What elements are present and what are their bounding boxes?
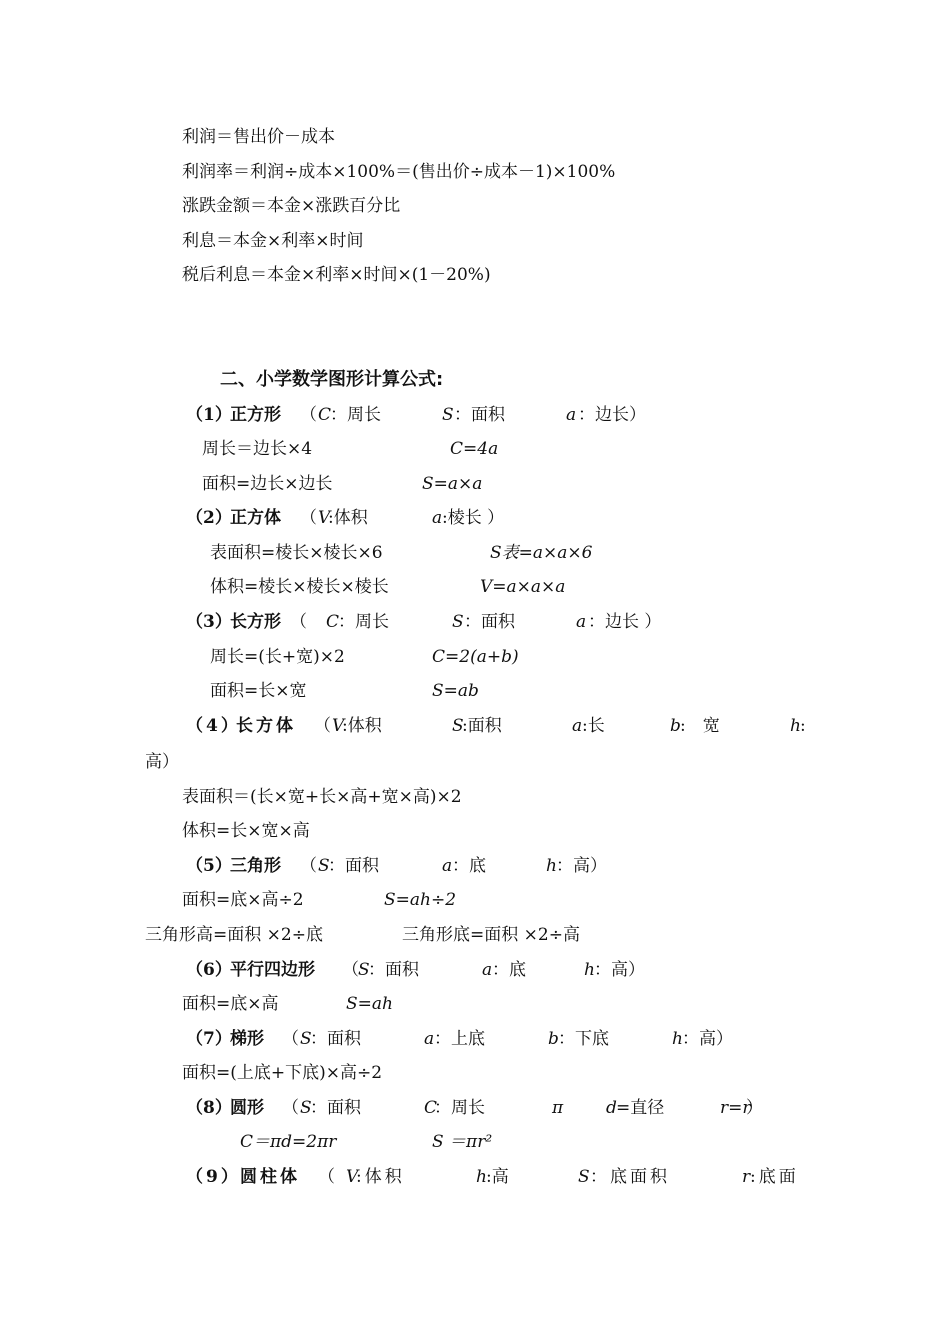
cylinder-var-v: V: [346, 1167, 359, 1187]
cylinder-header: [186, 1165, 816, 1189]
square-area-text: 面积=边长×边长: [202, 474, 333, 494]
square-perimeter-text: 周长＝边长×4: [202, 439, 313, 459]
trapezoid-var-a: a: [424, 1029, 435, 1049]
cube-header: [186, 506, 886, 530]
parallelogram-desc-h: ：高）: [594, 960, 645, 980]
triangle-area-text: 面积=底×高÷2: [182, 890, 304, 910]
triangle-area-symbol: S=ah÷2: [384, 890, 457, 910]
profit-rate-formula: 利润率＝利润÷成本×100%＝(售出价÷成本－1)×100%: [182, 162, 616, 182]
cylinder-desc-v: :体积: [356, 1167, 405, 1187]
cube-name: 正方体: [230, 508, 281, 528]
circle-area-symbol: S ＝πr²: [432, 1132, 493, 1152]
price-change-formula: 涨跌金额＝本金×涨跌百分比: [182, 196, 401, 216]
trapezoid-desc-a: ：上底: [434, 1029, 485, 1049]
rectangle-var-s: S: [452, 612, 464, 632]
circle-var-r: r=r: [720, 1098, 751, 1118]
circle-desc-d: =直径: [616, 1098, 665, 1118]
parallelogram-var-a: a: [482, 960, 493, 980]
cube-desc-v: :体积: [328, 508, 368, 528]
cuboid-desc-a: :长: [582, 716, 605, 736]
rectangle-var-a: a: [576, 612, 587, 632]
square-var-s: S: [442, 405, 454, 425]
square-perimeter-symbol: C=4a: [450, 439, 499, 459]
cuboid-header-wrap: 高）: [145, 752, 179, 772]
triangle-height-text: 三角形高=面积 ×2÷底: [145, 925, 323, 945]
rectangle-name: 长方形: [230, 612, 281, 632]
cube-open-paren: （: [300, 508, 317, 528]
cuboid-header: [186, 714, 816, 738]
rectangle-header: [186, 610, 886, 634]
cylinder-var-r: r: [742, 1167, 751, 1187]
circle-var-c: C: [424, 1098, 438, 1118]
trapezoid-var-b: b: [548, 1029, 559, 1049]
cylinder-name: 圆柱体: [240, 1167, 300, 1187]
cylinder-number: （9）: [186, 1167, 241, 1187]
trapezoid-desc-s: ：面积: [310, 1029, 361, 1049]
circle-var-s: S: [300, 1098, 312, 1118]
triangle-open-paren: （: [300, 856, 317, 876]
rectangle-desc-s: ：面积: [464, 612, 515, 632]
parallelogram-desc-a: ：底: [492, 960, 526, 980]
cuboid-var-b: b: [670, 716, 681, 736]
cuboid-desc-h: :: [800, 716, 806, 736]
parallelogram-desc-s: ：面积: [368, 960, 419, 980]
triangle-name: 三角形: [230, 856, 281, 876]
square-open-paren: （: [300, 405, 317, 425]
triangle-desc-h: ：高）: [556, 856, 607, 876]
trapezoid-open-paren: （: [282, 1029, 299, 1049]
circle-perimeter-symbol: C＝πd=2πr: [240, 1132, 337, 1152]
rectangle-area-symbol: S=ab: [432, 681, 479, 701]
parallelogram-area-symbol: S=ah: [346, 994, 393, 1014]
circle-name: 圆形: [230, 1098, 264, 1118]
parallelogram-var-s: S: [358, 960, 370, 980]
triangle-desc-a: ：底: [452, 856, 486, 876]
square-name: 正方形: [230, 405, 281, 425]
rectangle-area-text: 面积=长×宽: [210, 681, 307, 701]
parallelogram-header: [186, 958, 886, 982]
rectangle-number: （3）: [186, 612, 232, 632]
square-desc-a: ：边长）: [578, 405, 646, 425]
rectangle-desc-a: ：边长 ）: [588, 612, 662, 632]
cuboid-var-a: a: [572, 716, 583, 736]
rectangle-desc-c: ：周长: [338, 612, 389, 632]
cube-surface-symbol: S表=a×a×6: [490, 543, 593, 563]
cuboid-surface-text: 表面积＝(长×宽+长×高+宽×高)×2: [182, 787, 462, 807]
circle-desc-s: ：面积: [310, 1098, 361, 1118]
cylinder-var-s: S: [578, 1167, 590, 1187]
cube-var-v: V: [318, 508, 331, 528]
cylinder-desc-r: :底面: [750, 1167, 799, 1187]
parallelogram-var-h: h: [584, 960, 595, 980]
parallelogram-name: 平行四边形: [230, 960, 315, 980]
cylinder-desc-s: ：底面积: [590, 1167, 670, 1187]
parallelogram-area-text: 面积=底×高: [182, 994, 279, 1014]
triangle-header: [186, 854, 886, 878]
trapezoid-desc-h: ：高）: [682, 1029, 733, 1049]
cuboid-desc-s: :面积: [462, 716, 502, 736]
square-desc-c: ：周长: [330, 405, 381, 425]
cuboid-name: 长方体: [236, 716, 296, 736]
triangle-var-h: h: [546, 856, 557, 876]
cube-volume-symbol: V=a×a×a: [480, 577, 566, 597]
square-area-symbol: S=a×a: [422, 474, 483, 494]
trapezoid-var-s: S: [300, 1029, 312, 1049]
section-title: 二、小学数学图形计算公式:: [220, 369, 444, 390]
rectangle-open-paren: （: [290, 612, 307, 632]
cube-var-a: a: [432, 508, 443, 528]
cube-surface-text: 表面积=棱长×棱长×6: [210, 543, 383, 563]
profit-formula: 利润＝售出价－成本: [182, 127, 335, 147]
cuboid-var-s: S: [452, 716, 464, 736]
interest-formula: 利息＝本金×利率×时间: [182, 231, 364, 251]
circle-var-pi: π: [552, 1098, 564, 1118]
cuboid-open-paren: （: [314, 716, 331, 736]
triangle-desc-s: ：面积: [328, 856, 379, 876]
parallelogram-number: （6）: [186, 960, 232, 980]
square-var-c: C: [318, 405, 332, 425]
cylinder-var-h: h: [476, 1167, 487, 1187]
circle-desc-c: ：周长: [434, 1098, 485, 1118]
trapezoid-header: [186, 1027, 886, 1051]
cube-volume-text: 体积=棱长×棱长×棱长: [210, 577, 389, 597]
circle-close-paren: ）: [746, 1098, 763, 1118]
circle-open-paren: （: [282, 1098, 299, 1118]
cylinder-desc-h: :高: [486, 1167, 509, 1187]
cuboid-volume-text: 体积=长×宽×高: [182, 821, 310, 841]
trapezoid-number: （7）: [186, 1029, 232, 1049]
triangle-var-s: S: [318, 856, 330, 876]
trapezoid-area-text: 面积=(上底+下底)×高÷2: [182, 1063, 383, 1083]
triangle-base-text: 三角形底=面积 ×2÷高: [402, 925, 580, 945]
cylinder-open-paren: （: [318, 1167, 335, 1187]
square-header: [186, 403, 886, 427]
cuboid-var-v: V: [332, 716, 345, 736]
triangle-number: （5）: [186, 856, 232, 876]
triangle-var-a: a: [442, 856, 453, 876]
cuboid-number: （4）: [186, 716, 241, 736]
circle-header: [186, 1096, 886, 1120]
cuboid-desc-v: :体积: [342, 716, 382, 736]
cube-desc-a: :棱长 ）: [442, 508, 505, 528]
square-var-a: a: [566, 405, 577, 425]
trapezoid-var-h: h: [672, 1029, 683, 1049]
square-desc-s: ：面积: [454, 405, 505, 425]
rectangle-perimeter-text: 周长=(长+宽)×2: [210, 647, 345, 667]
parallelogram-open-paren: （: [342, 960, 359, 980]
cube-number: （2）: [186, 508, 232, 528]
after-tax-interest-formula: 税后利息＝本金×利率×时间×(1－20%): [182, 265, 491, 285]
rectangle-perimeter-symbol: C=2(a+b): [432, 647, 519, 667]
cuboid-desc-b: : 宽: [680, 716, 720, 736]
circle-var-d: d: [606, 1098, 617, 1118]
trapezoid-name: 梯形: [230, 1029, 264, 1049]
circle-number: （8）: [186, 1098, 232, 1118]
square-number: （1）: [186, 405, 232, 425]
cuboid-var-h: h: [790, 716, 801, 736]
trapezoid-desc-b: ：下底: [558, 1029, 609, 1049]
rectangle-var-c: C: [326, 612, 340, 632]
